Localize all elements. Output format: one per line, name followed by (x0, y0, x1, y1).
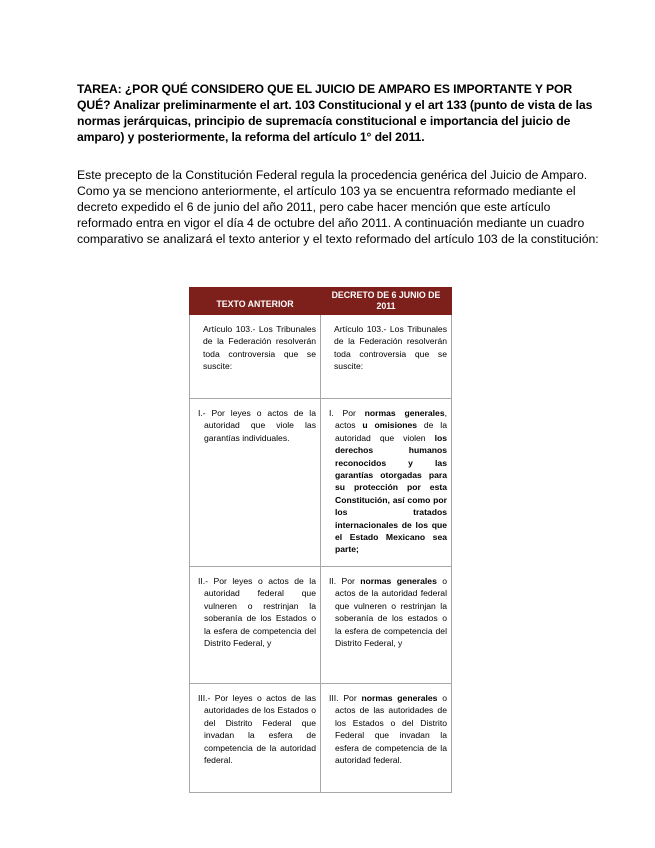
cell-text: Artículo 103.- Los Tribunales de la Federación resolverán toda controversia que se suscite: (334, 324, 447, 372)
intro-paragraph: Este precepto de la Constitución Federal regula la procedencia genérica del Juicio de Amparo. Como ya se menciono anteriormente, el artículo 103 ya se encuentra reformado mediante el decreto expedido el 6 de junio del año 2011, pero cabe hacer mención que este artículo reformado entra en vigor el día 4 de octubre del año 2011. A continuación mediante un cuadro comparativo se analizará el texto anterior y el texto reformado del artículo 103 de la constitución: (77, 168, 599, 246)
text-run: de la autoridad que violen (335, 420, 447, 443)
table-row (190, 684, 452, 793)
table-header-row (190, 288, 452, 315)
text-run: II. Por (329, 576, 361, 586)
bold-run: normas generales (360, 576, 437, 586)
table-cell (190, 684, 321, 793)
comparison-table (189, 287, 452, 793)
table-cell (321, 315, 452, 399)
text-run: o actos de la autoridad federal que vulneren o restrinjan la soberanía de los estados o la esfera de competencia del Distrito Federal, y (335, 576, 448, 649)
cell-text (325, 692, 447, 766)
table-cell (321, 567, 452, 684)
table-cell (190, 399, 321, 567)
cell-text: II.- Por leyes o actos de la autoridad federal que vulneren o restrinjan la soberanía de los Estados o la esfera de competencia del Distrito Federal, y (198, 576, 316, 649)
text-run: I. Por (329, 408, 365, 418)
assignment-heading: TAREA: ¿POR QUÉ CONSIDERO QUE EL JUICIO DE AMPARO ES IMPORTANTE Y POR QUÉ? Analizar preliminarmente el art. 103 Constitucional y el art 133 (punto de vista de las normas jerárquicas, principio de supremacía constitucional e importancia del juicio de amparo) y posteriormente, la reforma del artículo 1° del 2011. (77, 82, 593, 144)
text-run: III. Por (329, 693, 362, 703)
text-run: o actos de las autoridades de los Estados o del Distrito Federal que invadan la esfera de competencia de la autoridad federal. (335, 693, 447, 766)
table-row (190, 567, 452, 684)
table-row (190, 399, 452, 567)
cell-text: Artículo 103.- Los Tribunales de la Federación resolverán toda controversia que se suscite: (203, 324, 316, 372)
header-decreto: DECRETO DE 6 JUNIO DE 2011 (321, 288, 452, 315)
bold-run: u omisiones (362, 420, 418, 431)
bold-run: normas generales (361, 693, 438, 703)
table-cell (190, 567, 321, 684)
table-row (190, 315, 452, 399)
table-cell (321, 399, 452, 567)
cell-text: III.- Por leyes o actos de las autoridades de los Estados o del Distrito Federal que invadan la esfera de competencia de la autoridad federal. (198, 693, 316, 766)
text-run: , actos (335, 408, 447, 431)
bold-run: los derechos humanos reconocidos y las garantías otorgadas para su protección por esta Constitución, así como por los tratados internacionales de los que el Estado Mexicano sea parte; (335, 432, 447, 555)
cell-text (325, 407, 447, 556)
cell-text (325, 575, 447, 649)
bold-run: normas generales (364, 408, 445, 418)
table-cell (190, 315, 321, 399)
header-texto-anterior: TEXTO ANTERIOR (190, 288, 321, 315)
table-cell (321, 684, 452, 793)
cell-text: I.- Por leyes o actos de la autoridad que viole las garantías individuales. (198, 408, 316, 443)
